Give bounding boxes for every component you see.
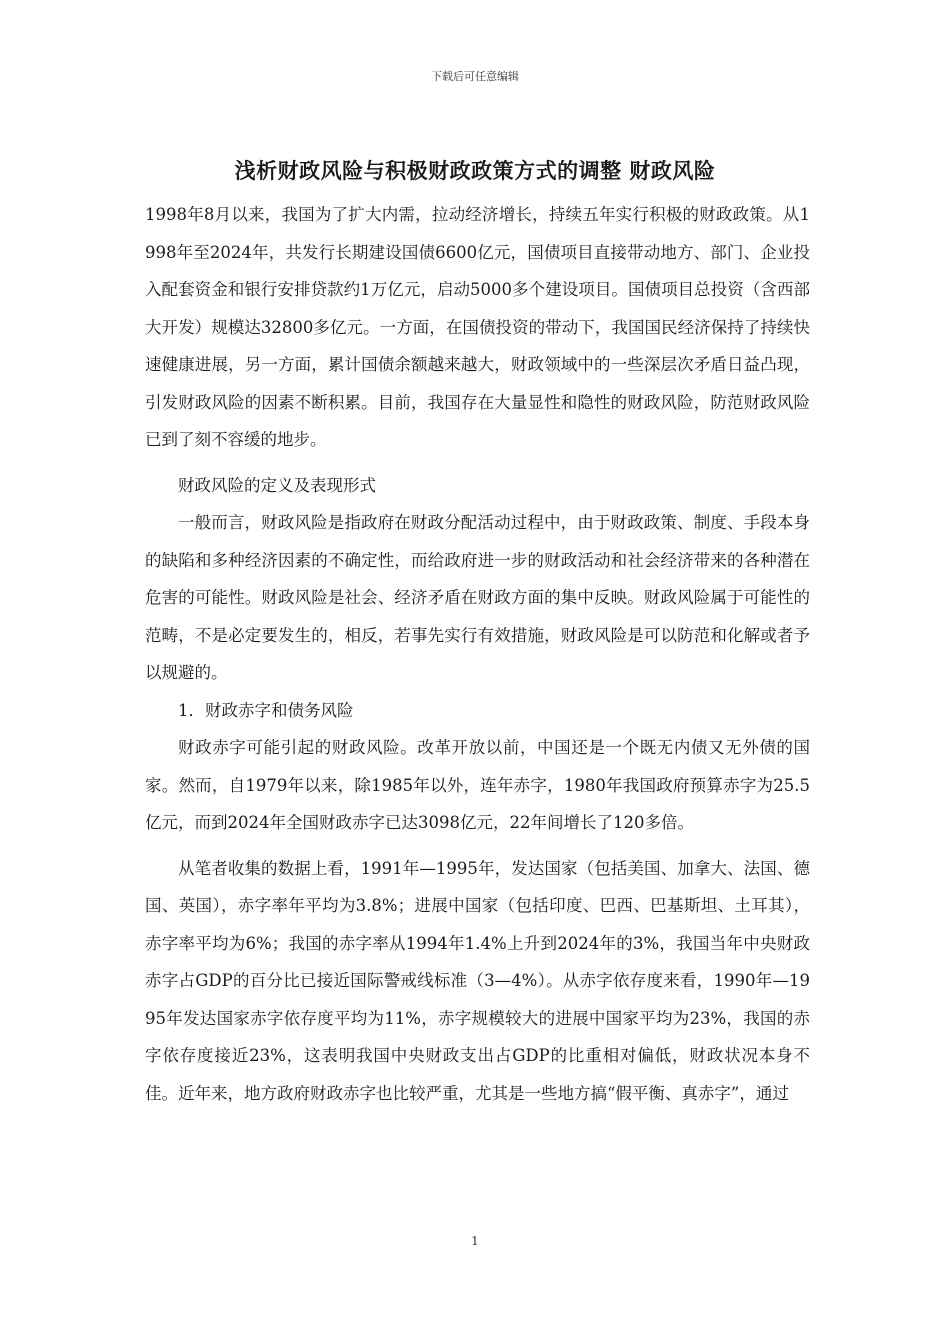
paragraph-deficit-data: 从笔者收集的数据上看，1991年—1995年，发达国家（包括美国、加拿大、法国、德国、英国），赤字率年平均为3.8%；进展中国家（包括印度、巴西、巴基斯坦、土耳其），赤字率平均为6%；我国的赤字率从1994年1.4%上升到2024年的3%，我国当年中央财政赤字占GDP的百分比已接近国际警戒线标准（3—4%）。从赤字依存度来看，1990年—1995年发达国家赤字依存度平均为11%，赤字规模较大的进展中国家平均为23%，我国的赤字依存度接近23%，这表明我国中央财政支出占GDP的比重相对偏低，财政状况本身不佳。近年来，地方政府财政赤字也比较严重，尤其是一些地方搞“假平衡、真赤字”，通过 (145, 858, 810, 1103)
section-heading-definition: 财政风险的定义及表现形式 (178, 475, 376, 495)
section-heading-deficit-debt: 1．财政赤字和债务风险 (178, 700, 354, 720)
document-body (145, 196, 810, 1112)
document-title: 浅析财政风险与积极财政政策方式的调整 财政风险 (234, 158, 716, 183)
header-note: 下载后可任意编辑 (431, 70, 519, 83)
paragraph-intro: 1998年8月以来，我国为了扩大内需，拉动经济增长，持续五年实行积极的财政政策。从1998年至2024年，共发行长期建设国债6600亿元，国债项目直接带动地方、部门、企业投入配套资金和银行安排贷款约1万亿元，启动5000多个建设项目。国债项目总投资（含西部大开发）规模达32800多亿元。一方面，在国债投资的带动下，我国国民经济保持了持续快速健康进展，另一方面，累计国债余额越来越大，财政领域中的一些深层次矛盾日益凸现，引发财政风险的因素不断积累。目前，我国存在大量显性和隐性的财政风险，防范财政风险已到了刻不容缓的地步。 (145, 205, 810, 449)
page-number: 1 (471, 1234, 479, 1248)
paragraph-definition: 一般而言，财政风险是指政府在财政分配活动过程中，由于财政政策、制度、手段本身的缺陷和多种经济因素的不确定性，而给政府进一步的财政活动和社会经济带来的各种潜在危害的可能性。财政风险是社会、经济矛盾在财政方面的集中反映。财政风险属于可能性的范畴，不是必定要发生的，相反，若事先实行有效措施，财政风险是可以防范和化解或者予以规避的。 (145, 513, 810, 682)
paragraph-deficit: 财政赤字可能引起的财政风险。改革开放以前，中国还是一个既无内债又无外债的国家。然而，自1979年以来，除1985年以外，连年赤字，1980年我国政府预算赤字为25.5亿元，而到2024年全国财政赤字已达3098亿元，22年间增长了120多倍。 (145, 738, 810, 832)
